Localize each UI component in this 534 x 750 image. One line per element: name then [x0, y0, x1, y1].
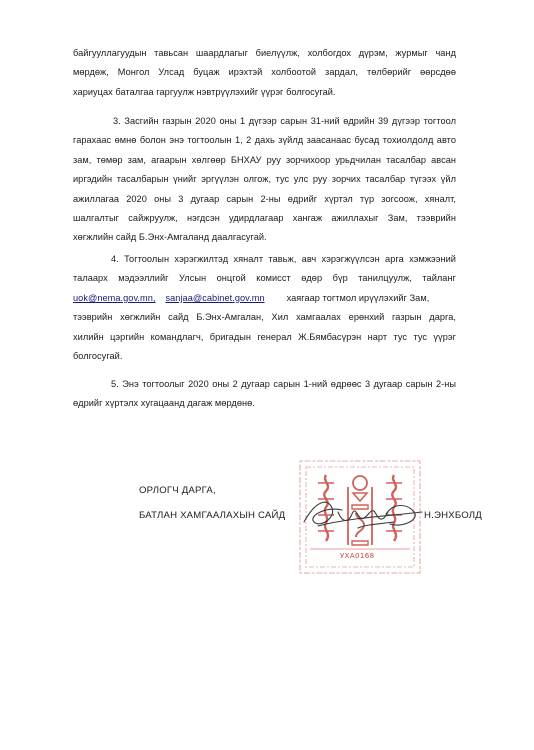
signer-title-line-1: ОРЛОГЧ ДАРГА,: [139, 485, 216, 496]
paragraph-4: [73, 250, 456, 366]
text-line: болгосугай.: [73, 351, 123, 362]
email-line: [73, 289, 456, 308]
text-line: зам, төмөр зам, агаарын хөлгөөр БНХАУ руу зорчихоор урьдчилан тасалбар авсан: [73, 154, 456, 165]
text-line: ажиллагаа 2020 оны 3 дугаар сарын 2-ны өдрийг хүртэл түр зогсоож, хяналт,: [73, 193, 456, 204]
text-line: тээврийн хөгжлийн сайд Б.Энх-Амгалан, Хил хамгаалах ерөнхий газрын дарга,: [73, 312, 456, 323]
email-link-nema[interactable]: uok@nema.gov.mn,: [73, 292, 156, 303]
text-line: талаарх мэдээллийг Улсын онцгой комисст өдөр бүр танилцуулж, тайланг: [73, 273, 456, 284]
paragraph-5: [73, 375, 456, 414]
text-line: шалгалтыг сайжруулж, нэгдсэн удирдлагаар хангаж ажиллахыг Зам, тээврийн: [73, 213, 456, 224]
text-line: иргэдийн тасалбарын үнийг эргүүлэн олгож, тус улс руу зорчих тасалбар түгээх үйл: [73, 174, 456, 185]
text-line: 3. Засгийн газрын 2020 оны 1 дүгээр сарын 31-ний өдрийн 39 дүгээр тогтоол: [113, 116, 456, 126]
text-line: мөрдөж, Монгол Улсад буцаж ирэхтэй холбоотой зардал, төлбөрийг өөрсдөө: [73, 67, 456, 78]
paragraph-3: [73, 112, 456, 248]
email-link-cabinet[interactable]: sanjaa@cabinet.gov.mn: [165, 292, 265, 303]
handwritten-signature-icon: [298, 492, 428, 542]
text-line: өдрийг хүртэлх хугацаанд дагаж мөрдөнө.: [73, 398, 255, 409]
text-line: 5. Энэ тогтоолыг 2020 оны 2 дугаар сарын 1-ний өдрөөс 3 дугаар сарын 2-ны: [111, 379, 456, 389]
paragraph-continuation: [73, 44, 456, 102]
signer-name: Н.ЭНХБОЛД: [424, 510, 482, 521]
text-line: хөгжлийн сайд Б.Энх-Амгаланд даалгасугай.: [73, 232, 267, 243]
text-line: хариуцах баталгаа гаргуулж нэвтрүүлэхийг үүрэг болгосугай.: [73, 86, 336, 97]
text-line: гарахаас өмнө болон энэ тогтоолын 1, 2 дахь зүйлд заасанаас бусад тохиолдолд авто: [73, 135, 456, 146]
text-line: 4. Тогтоолын хэрэгжилтэд хяналт тавьж, авч хэрэгжүүлсэн арга хэмжээний: [111, 254, 456, 264]
text-line: хилийн цэргийн командлагч, бригадын генерал Ж.Бямбасүрэн нарт тус тус үүрэг: [73, 331, 456, 342]
text-line: байгууллагуудын тавьсан шаардлагыг биелүүлж, холбогдох дүрэм, журмыг чанд: [73, 48, 456, 58]
seal-code: УХА0168: [340, 552, 375, 560]
signer-title-line-2: БАТЛАН ХАМГААЛАХЫН САЙД: [139, 510, 286, 521]
text-fragment: хаягаар тогтмол ирүүлэхийг Зам,: [286, 292, 430, 303]
